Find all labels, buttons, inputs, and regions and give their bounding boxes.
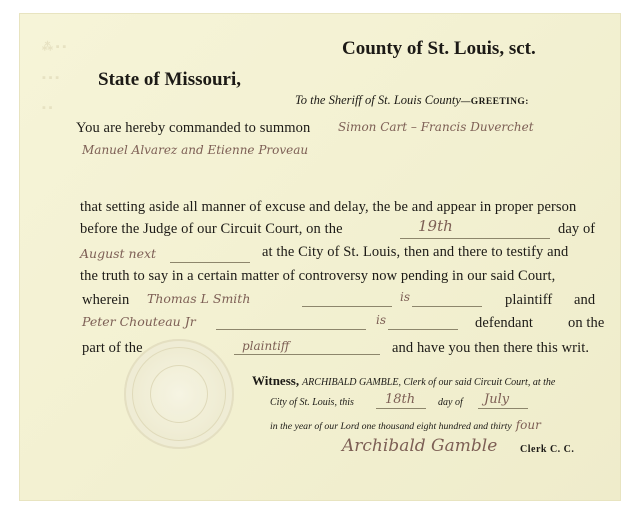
witness-clerk-text: ARCHIBALD GAMBLE, Clerk of our said Circuit Court, at the: [302, 377, 556, 388]
plaintiff-is: is: [400, 290, 410, 304]
clerk-signature: Archibald Gamble: [342, 436, 498, 456]
on-the-label: on the: [568, 315, 605, 331]
bleed-through-mark: ▪ ▪: [42, 102, 53, 114]
defendant-rule-2: [388, 329, 458, 330]
greeting-line: [295, 93, 529, 108]
body-line-3-end: at the City of St. Louis, then and there to testify and: [262, 244, 569, 260]
bleed-through-mark: ⁂ ▪ ▪: [42, 41, 67, 53]
body-line-2-start: before the Judge of our Circuit Court, on the: [80, 221, 343, 237]
seal-inner-ring: [150, 365, 208, 423]
witness-month: July: [484, 392, 510, 407]
body-line-1: that setting aside all manner of excuse and delay, the be and appear in proper person: [80, 199, 577, 215]
county-heading: County of St. Louis, sct.: [342, 38, 536, 59]
part-of-label: part of the: [82, 340, 143, 356]
greeting-text: To the Sheriff of St. Louis County: [295, 93, 461, 107]
witness-day: 18th: [385, 392, 416, 407]
embossed-seal: [124, 339, 234, 449]
witness-day-rule: [376, 408, 426, 409]
witness-year-line: [270, 416, 541, 434]
hearing-day: 19th: [418, 217, 453, 235]
defendant-name: Peter Chouteau Jr: [82, 314, 196, 329]
summoned-names-1: Simon Cart – Francis Duverchet: [338, 120, 534, 134]
defendant-is: is: [376, 313, 386, 327]
summoned-names-2: Manuel Alvarez and Etienne Proveau: [82, 143, 309, 157]
defendant-rule: [216, 329, 366, 330]
hearing-month: August next: [80, 246, 157, 261]
and-label: and: [574, 292, 596, 308]
hearing-month-rule: [170, 262, 250, 263]
part-value: plaintiff: [242, 339, 290, 353]
greeting-caps: —GREETING:: [460, 97, 529, 107]
summon-text: You are hereby commanded to summon: [76, 120, 311, 136]
witness-label: Witness,: [252, 373, 300, 388]
body-line-7-end: and have you then there this writ.: [392, 340, 590, 356]
body-line-4: the truth to say in a certain matter of controversy now pending in our said Court,: [80, 268, 556, 284]
witness-month-rule: [478, 408, 528, 409]
plaintiff-label: plaintiff: [505, 292, 553, 308]
witness-day-of: day of: [438, 397, 463, 408]
state-heading: State of Missouri,: [98, 69, 242, 90]
clerk-title: Clerk C. C.: [520, 444, 575, 455]
part-rule: [234, 354, 380, 355]
witness-year-value: four: [515, 418, 541, 432]
plaintiff-rule: [302, 306, 392, 307]
plaintiff-name: Thomas L Smith: [147, 291, 251, 306]
bleed-through-mark: ▪ ▪ ▪: [42, 72, 60, 84]
body-line-2-end: day of: [558, 221, 596, 237]
plaintiff-rule-2: [412, 306, 482, 307]
witness-year-text: in the year of our Lord one thousand eight hundred and thirty: [270, 421, 512, 432]
witness-city: City of St. Louis, this: [270, 397, 354, 408]
hearing-day-rule: [400, 238, 550, 239]
witness-line-1: [252, 373, 555, 389]
wherein-label: wherein: [82, 292, 130, 308]
summons-document: [20, 14, 620, 500]
defendant-label: defendant: [475, 315, 534, 331]
